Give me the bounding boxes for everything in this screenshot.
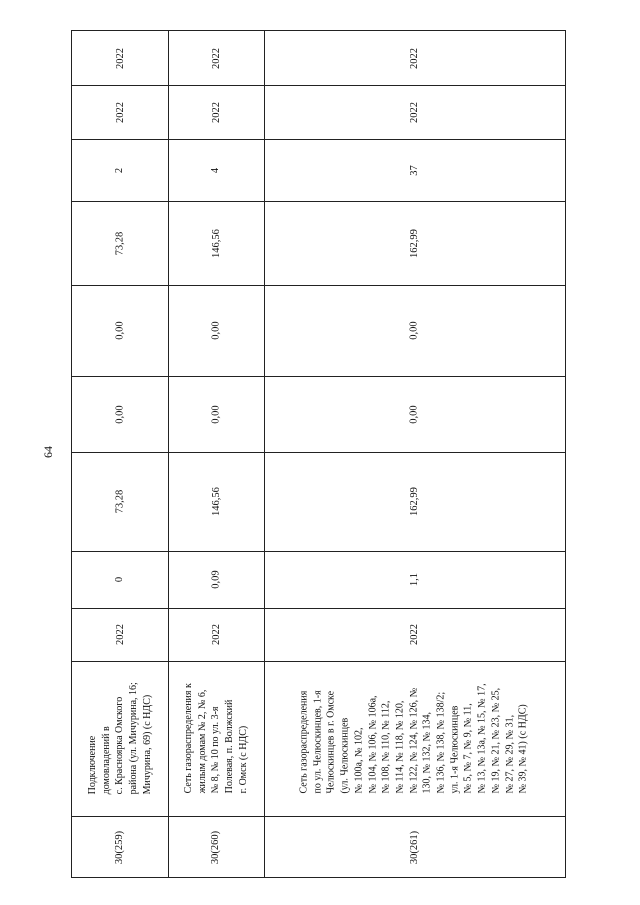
row-1-year-b: 2022: [114, 101, 126, 123]
row-2-total: 146,56: [210, 487, 222, 516]
row-3-description-line: № 114, № 118, № 120,: [394, 700, 406, 794]
row-3-description-line: по ул. Челюскинцев, 1-я: [312, 690, 324, 794]
row-1-year-a: 2022: [114, 624, 126, 645]
row-3-id: 30(261): [409, 830, 420, 865]
row-1-description-line: с. Красноярка Омского: [114, 696, 126, 795]
row-3-year-a: 2022: [409, 624, 420, 645]
row-3-description-line: № 122, № 124, № 126, №: [408, 687, 420, 794]
row-1-description-line: Подключение: [86, 735, 98, 795]
row-3-description-line: № 39, № 41) (с НДС): [518, 704, 530, 794]
row-1-description-line: домовладений в: [100, 726, 112, 795]
row-2-description-line: г. Омск (с НДС): [237, 725, 249, 794]
row-2-description-line: № 8, № 10 по ул. 3-я: [210, 706, 222, 794]
row-3-description-line: № 100а, № 102,: [353, 727, 365, 794]
row-1-description-line: района (ул. Мичурина, 16;: [127, 682, 139, 795]
row-1-v3: 73,28: [114, 231, 126, 255]
row-2-count: 4: [210, 167, 222, 173]
row-1-capacity: 0: [114, 576, 126, 583]
row-3-description: [264, 661, 565, 816]
row-3-description-line: № 5, № 7, № 9, № 11,: [463, 703, 475, 794]
data-table: [71, 30, 566, 878]
row-3-v2: 0,00: [409, 321, 420, 340]
row-3-description-line: 130, № 132, № 134,: [422, 711, 434, 794]
row-3-v1: 0,00: [409, 404, 420, 424]
row-2-year-c: 2022: [210, 47, 222, 69]
row-3-description-line: № 104, № 106, № 106а,: [367, 695, 379, 794]
row-3-description-line: № 13, № 13а, № 15, № 17,: [477, 683, 489, 794]
row-3-count: 37: [409, 164, 420, 176]
row-1-id: 30(259): [114, 830, 126, 865]
row-3-description-line: Сеть газораспределения: [299, 690, 311, 794]
row-1-count: 2: [114, 167, 126, 173]
row-2-year-b: 2022: [210, 101, 222, 123]
row-2-year-a: 2022: [210, 624, 222, 645]
row-3-description-line: № 108, № 110, № 112,: [381, 700, 393, 794]
row-1-description: [72, 661, 168, 816]
row-2-capacity: 0,09: [210, 570, 222, 589]
row-3-v3: 162,99: [409, 228, 420, 258]
row-1-total: 73,28: [114, 489, 126, 514]
row-3-description-line: (ул. Челюскинцев: [340, 717, 352, 794]
row-3-description-line: № 136, № 138, № 138/2;: [436, 691, 448, 794]
row-2-description-line: Сеть газораспределения к: [182, 683, 194, 794]
row-2-v2: 0,00: [210, 321, 222, 340]
row-3-capacity: 1,1: [409, 572, 420, 587]
row-3-year-c: 2022: [409, 47, 420, 69]
row-2-description-line: Полевая, п. Волжский: [223, 699, 235, 794]
row-1-v1: 0,00: [114, 404, 126, 424]
row-1-description-line: Мичурина, 69) (с НДС): [141, 695, 153, 795]
row-3-description-line: № 27, № 29, № 31,: [504, 714, 516, 794]
row-1-year-c: 2022: [114, 47, 126, 69]
row-2-id: 30(260): [210, 830, 222, 865]
row-2-description: [168, 661, 264, 816]
row-3-description-line: Челюскинцев в г. Омске: [326, 690, 338, 794]
row-3-description-line: ул. 1-я Челюскинцев: [449, 705, 461, 794]
row-2-description-line: жилым домам № 2, № 6,: [196, 689, 208, 794]
page-number: 64: [41, 446, 55, 458]
row-3-description-line: № 19, № 21, № 23, № 25,: [490, 687, 502, 794]
row-2-v3: 146,56: [210, 228, 222, 258]
row-2-v1: 0,00: [210, 404, 222, 424]
row-1-v2: 0,00: [114, 321, 126, 340]
row-3-total: 162,99: [409, 487, 420, 516]
row-3-year-b: 2022: [409, 101, 420, 123]
